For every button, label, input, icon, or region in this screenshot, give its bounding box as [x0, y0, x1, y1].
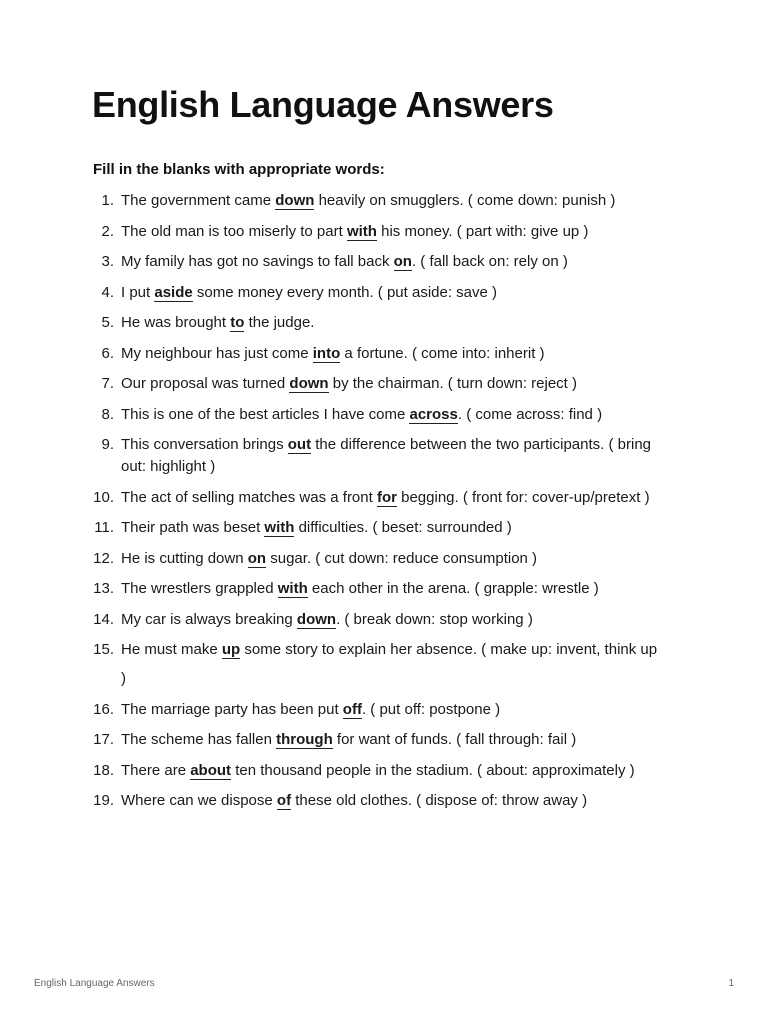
sentence-after: the difference between the two participants. ( bring — [311, 436, 652, 453]
answer-word: out — [287, 436, 312, 453]
answer-word: across — [409, 405, 458, 423]
list-item — [0, 282, 768, 304]
sentence-after: his money. ( part with: give up ) — [376, 222, 589, 240]
item-number: 17. — [93, 731, 114, 748]
sentence-before: The marriage party has been put — [121, 700, 343, 718]
item-text — [121, 343, 680, 365]
sentence-after: ten thousand people in the stadium. ( about: approximately ) — [231, 761, 635, 779]
item-number: 7. — [101, 375, 114, 392]
sentence-before: The scheme has fallen — [121, 731, 277, 748]
item-number: 11. — [94, 519, 114, 536]
list-item — [0, 343, 768, 365]
sentence-before: He is cutting down — [121, 549, 248, 567]
list-item — [0, 578, 768, 600]
item-number: 10. — [93, 488, 114, 506]
sentence-before: I put — [121, 283, 155, 301]
sentence-before: The government came — [121, 192, 276, 209]
answer-word: off — [342, 700, 362, 718]
item-text — [121, 251, 680, 273]
sentence-after: . ( break down: stop working ) — [336, 610, 533, 628]
list-item — [0, 190, 768, 212]
item-text — [121, 373, 680, 395]
item-number: 13. — [93, 580, 114, 597]
list-item — [0, 639, 768, 690]
answer-word: for — [376, 488, 397, 506]
item-text — [121, 282, 680, 304]
sentence-before: He must make — [121, 641, 222, 658]
list-item — [0, 760, 768, 782]
answer-word: down — [289, 375, 329, 392]
sentence-after: for want of funds. ( fall through: fail ) — [332, 731, 577, 748]
sentence-before: This is one of the best articles I have come — [121, 405, 410, 423]
item-text — [121, 790, 680, 812]
sentence-after: heavily on smugglers. ( come down: punish ) — [314, 192, 616, 209]
sentence-continuation: ) — [121, 670, 126, 687]
item-text — [121, 190, 680, 212]
sentence-after: sugar. ( cut down: reduce consumption ) — [266, 549, 538, 567]
item-text — [121, 517, 680, 539]
answer-word: of — [276, 792, 292, 809]
answer-word: through — [276, 731, 333, 748]
sentence-continuation: out: highlight ) — [121, 458, 216, 475]
sentence-after: some money every month. ( put aside: save ) — [192, 283, 498, 301]
list-item — [0, 729, 768, 751]
item-number: 2. — [101, 222, 114, 240]
sentence-before: Our proposal was turned — [121, 375, 290, 392]
item-number: 18. — [93, 761, 114, 779]
sentence-before: There are — [121, 761, 191, 779]
item-text — [121, 760, 680, 782]
sentence-before: My neighbour has just come — [121, 344, 313, 362]
answer-word: about — [190, 761, 232, 779]
item-text — [121, 404, 680, 426]
item-number: 12. — [93, 549, 114, 567]
list-item — [0, 221, 768, 243]
sentence-after: difficulties. ( beset: surrounded ) — [294, 519, 512, 536]
item-text — [121, 312, 680, 334]
item-number: 9. — [101, 436, 114, 453]
item-number: 19. — [93, 792, 114, 809]
item-text — [121, 221, 680, 243]
answer-word: with — [264, 519, 295, 536]
item-text — [121, 578, 680, 600]
item-number: 4. — [101, 283, 114, 301]
list-item — [0, 609, 768, 631]
sentence-before: This conversation brings — [121, 436, 288, 453]
list-item — [0, 699, 768, 721]
list-item — [0, 548, 768, 570]
sentence-after: . ( fall back on: rely on ) — [411, 253, 568, 270]
item-number: 3. — [101, 253, 114, 270]
list-item — [0, 312, 768, 334]
answer-word: down — [275, 192, 315, 209]
sentence-after: a fortune. ( come into: inherit ) — [340, 344, 545, 362]
sentence-after: each other in the arena. ( grapple: wrestle ) — [307, 580, 599, 597]
sentence-after: the judge. — [244, 314, 315, 331]
item-number: 16. — [93, 700, 114, 718]
answer-word: on — [393, 253, 412, 270]
list-item — [0, 790, 768, 812]
sentence-before: The wrestlers grappled — [121, 580, 278, 597]
list-item — [0, 373, 768, 395]
answer-word: down — [296, 610, 337, 628]
answer-word: to — [230, 314, 245, 331]
list-item — [0, 251, 768, 273]
item-text — [121, 487, 680, 509]
item-text — [121, 548, 680, 570]
instructions-heading: Fill in the blanks with appropriate words: — [93, 161, 385, 178]
item-text — [121, 609, 680, 631]
sentence-before: My family has got no savings to fall back — [121, 253, 394, 270]
list-item — [0, 517, 768, 539]
item-text — [121, 434, 680, 478]
item-text — [121, 699, 680, 721]
sentence-after: some story to explain her absence. ( make up: invent, think up — [240, 641, 658, 658]
answer-word: on — [247, 549, 267, 567]
sentence-after: by the chairman. ( turn down: reject ) — [328, 375, 578, 392]
sentence-after: these old clothes. ( dispose of: throw away ) — [291, 792, 588, 809]
list-item — [0, 404, 768, 426]
page-title: English Language Answers — [92, 84, 554, 125]
answer-word: into — [312, 344, 341, 362]
sentence-before: Their path was beset — [121, 519, 265, 536]
item-number: 15. — [93, 641, 114, 658]
item-number: 14. — [93, 610, 114, 628]
answer-list — [0, 190, 768, 821]
answer-word: with — [277, 580, 308, 597]
sentence-before: The act of selling matches was a front — [121, 488, 377, 506]
list-item — [0, 487, 768, 509]
sentence-after: . ( come across: find ) — [457, 405, 603, 423]
answer-word: aside — [154, 283, 193, 301]
list-item — [0, 434, 768, 478]
sentence-before: The old man is too miserly to part — [121, 222, 347, 240]
answer-word: up — [221, 641, 241, 658]
sentence-after: begging. ( front for: cover-up/pretext ) — [396, 488, 650, 506]
item-number: 5. — [101, 314, 114, 331]
sentence-after: . ( put off: postpone ) — [361, 700, 501, 718]
item-text — [121, 639, 680, 690]
sentence-before: Where can we dispose — [121, 792, 277, 809]
sentence-before: My car is always breaking — [121, 610, 297, 628]
item-number: 6. — [101, 344, 114, 362]
item-text — [121, 729, 680, 751]
answer-word: with — [346, 222, 377, 240]
sentence-before: He was brought — [121, 314, 231, 331]
footer-page-number: 1 — [728, 978, 734, 989]
item-number: 1. — [101, 192, 114, 209]
footer-document-title: English Language Answers — [34, 978, 155, 989]
item-number: 8. — [101, 405, 114, 423]
